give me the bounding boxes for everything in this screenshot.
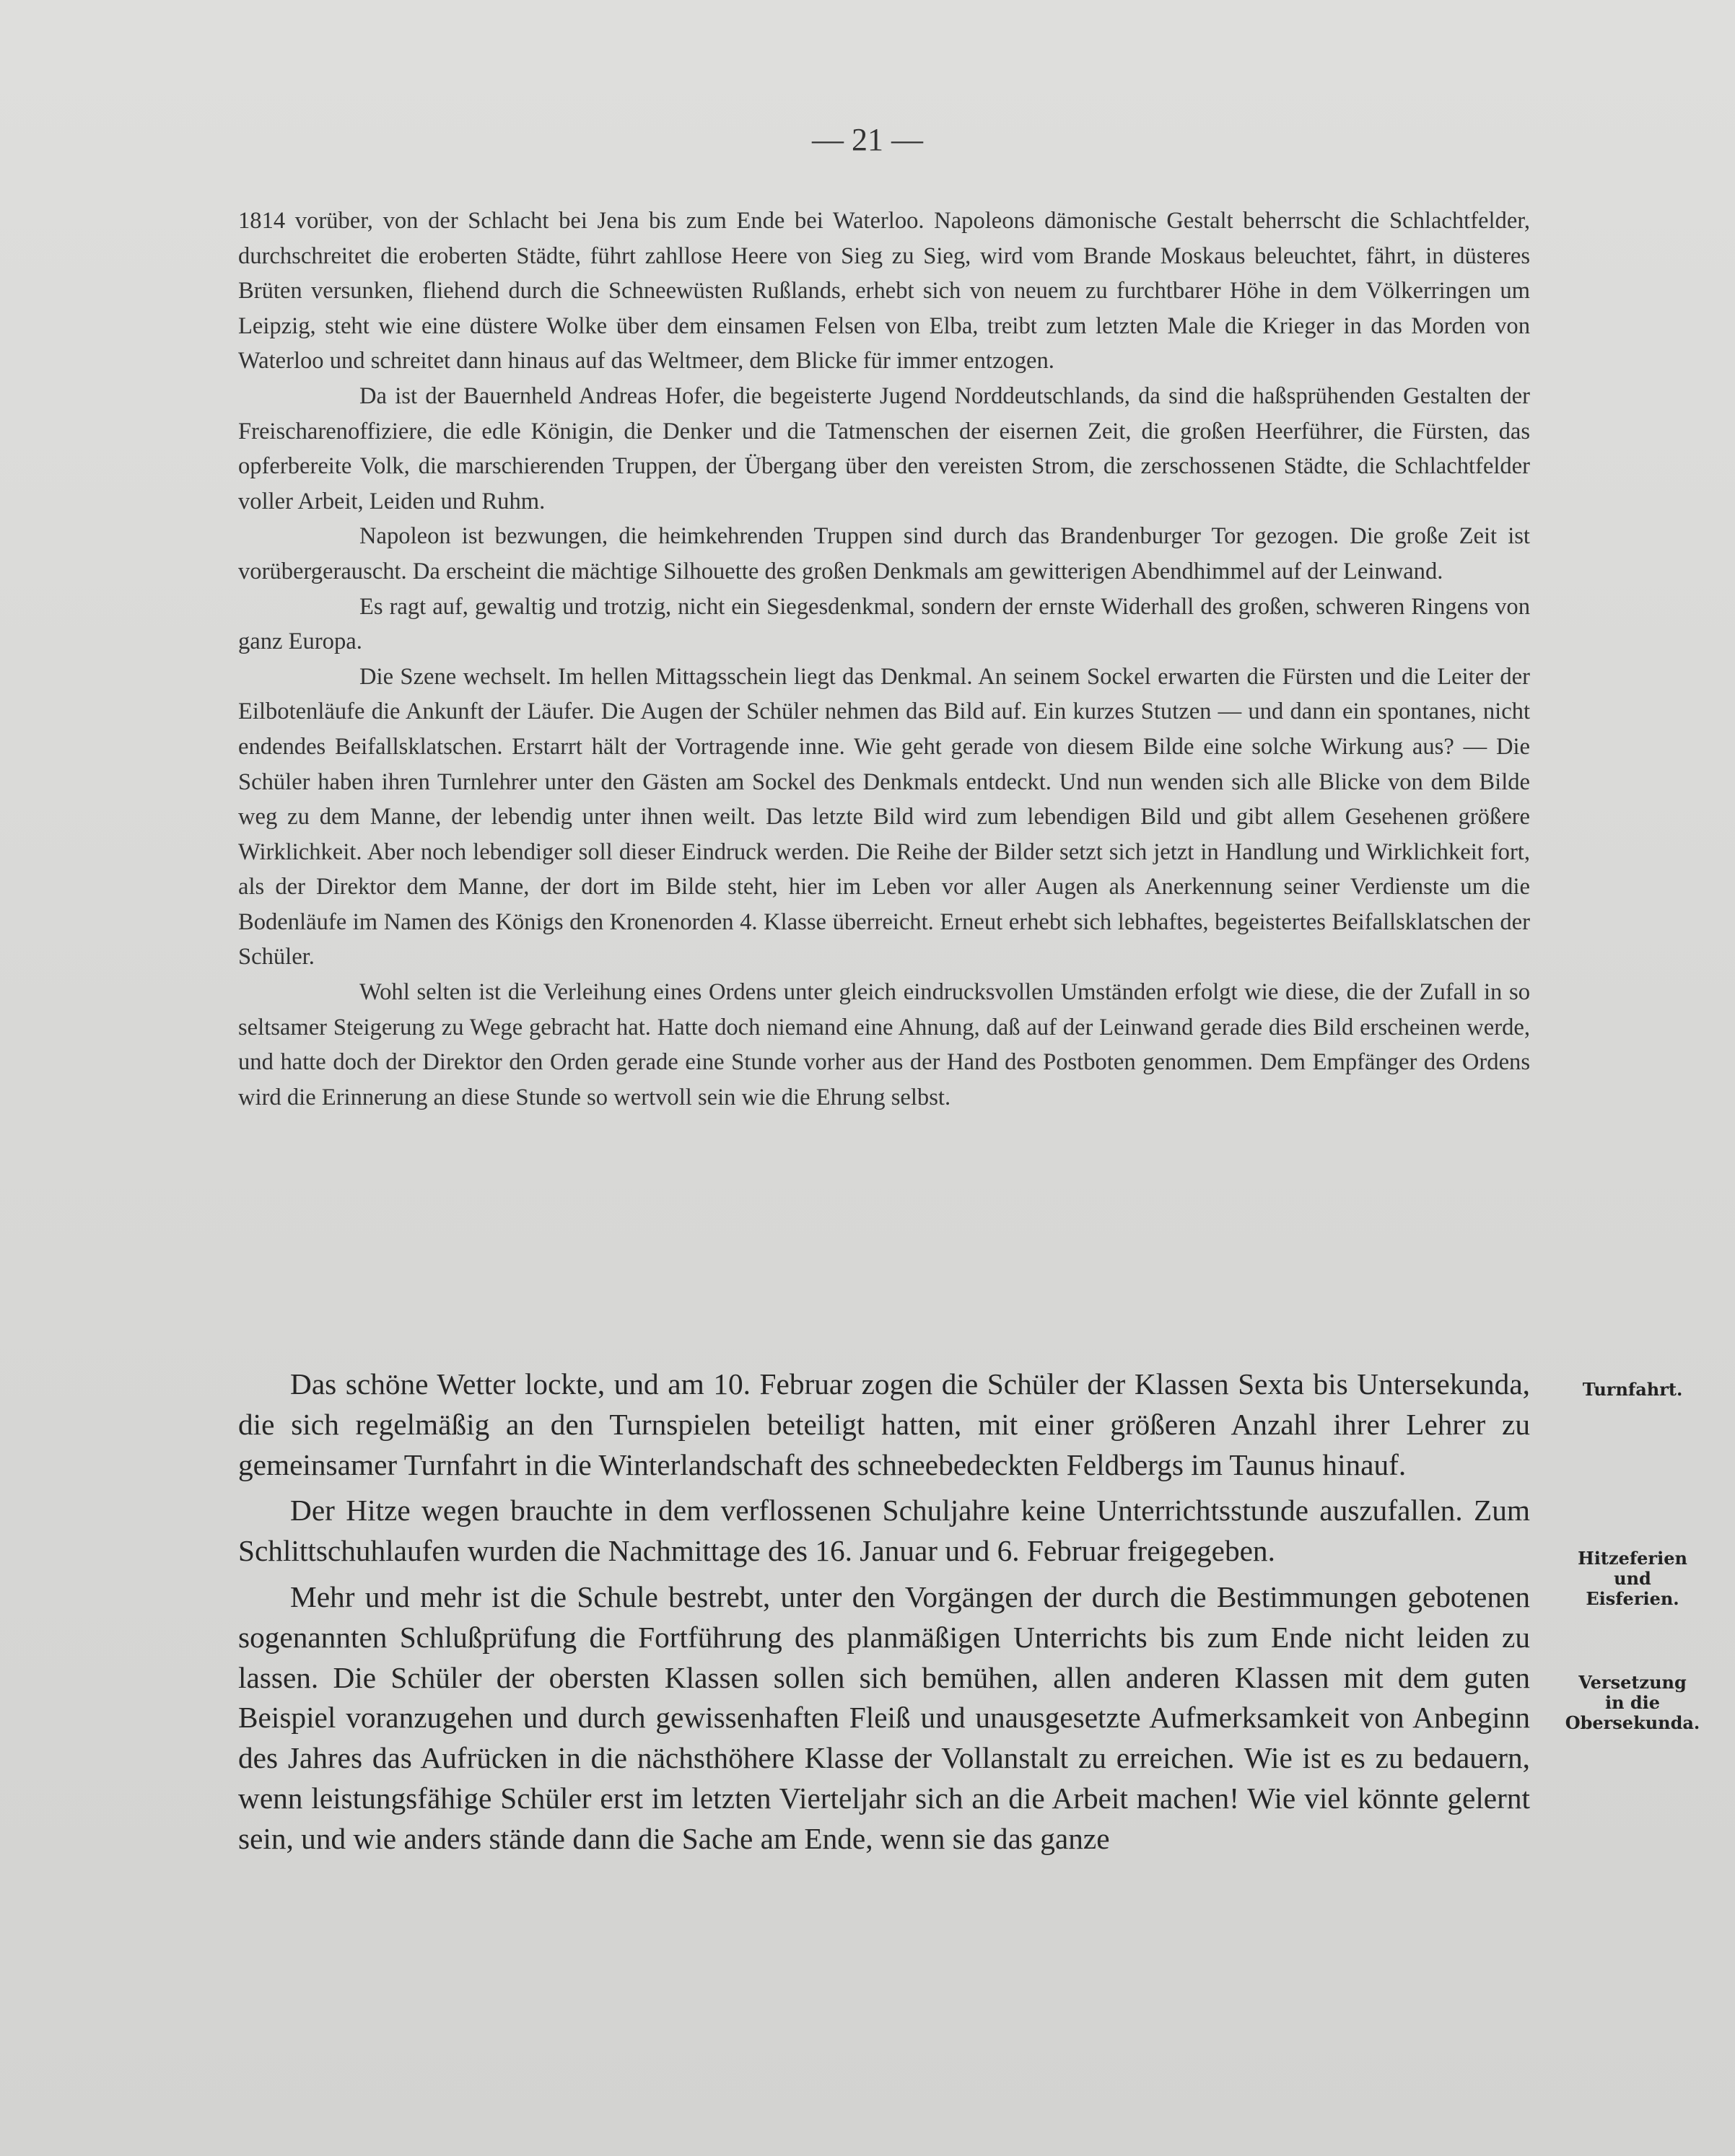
paragraph: Die Szene wechselt. Im hellen Mittagsschein liegt das Denkmal. An seinem Sockel erwarten die Fürsten und die Leiter der Eilbotenläufe die Ankunft der Läufer. Die Augen der Schüler nehmen das Bild auf. Ein kurzes Stutzen — und dann ein spontanes, nicht endendes Beifallsklatschen. Erstarrt hält der Vortragende inne. Wie geht gerade von diesem Bilde eine solche Wirkung aus? — Die Schüler haben ihren Turnlehrer unter den Gästen am Sockel des Denkmals entdeckt. Und nun wenden sich alle Blicke von dem Bilde weg zu dem Manne, der lebendig unter ihnen weilt. Das letzte Bild wird zum lebendigen Bild und gibt allem Gesehenen größere Wirklichkeit. Aber noch lebendiger soll dieser Eindruck werden. Die Reihe der Bilder setzt sich jetzt in Handlung und Wirklichkeit fort, als der Direktor dem Manne, der dort im Bilde steht, hier im Leben vor aller Augen als Anerkennung seiner Verdienste um die Bodenläufe im Namen des Königs den Kronenorden 4. Klasse überreicht. Erneut erhebt sich lebhaftes, begeistertes Beifallsklatschen der Schüler.	[238, 663, 1530, 970]
margin-note-line: Turnfahrt.	[1582, 1379, 1683, 1400]
paragraph: Napoleon ist bezwungen, die heimkehrenden Truppen sind durch das Brandenburger Tor gezogen. Die große Zeit ist vorübergerauscht. Da erscheint die mächtige Silhouette des großen Denkmals am gewitterigen Abendhimmel auf der Leinwand.	[238, 523, 1530, 584]
margin-note-line: Versetzung	[1578, 1672, 1687, 1693]
page-number: — 21 —	[812, 122, 923, 157]
paragraph-hitzeferien: Der Hitze wegen brauchte in dem verflossenen Schuljahre keine Unterrichtsstunde auszufallen. Zum Schlittschuhlaufen wurden die Nachmittage des 16. Januar und 6. Februar freigegeben.	[238, 1494, 1530, 1568]
margin-note-hitzeferien	[1531, 1548, 1734, 1609]
paragraph: 1814 vorüber, von der Schlacht bei Jena bis zum Ende bei Waterloo. Napoleons dämonische Gestalt beherrscht die Schlachtfelder, durchschreitet die eroberten Städte, führt zahllose Heere von Sieg zu Sieg, wird vom Brande Moskaus beleuchtet, fährt, in düsteres Brüten versunken, fliehend durch die Schneewüsten Rußlands, erhebt sich von neuem zu furchtbarer Höhe in dem Völkerringen um Leipzig, steht wie eine düstere Wolke über dem einsamen Felsen von Elba, treibt zum letzten Male die Krieger in das Morden von Waterloo und schreitet dann hinaus auf das Weltmeer, dem Blicke für immer entzogen.	[238, 208, 1530, 374]
margin-note-line: Eisferien.	[1586, 1588, 1679, 1609]
margin-note-line: Obersekunda.	[1565, 1712, 1700, 1733]
body-text-large	[238, 1364, 1530, 1859]
margin-note-turnfahrt	[1531, 1380, 1734, 1400]
margin-note-line: und	[1614, 1568, 1651, 1589]
paragraph-versetzung: Mehr und mehr ist die Schule bestrebt, unter den Vorgängen der durch die Bestimmungen gebotenen sogenannten Schlußprüfung die Fortführung des planmäßigen Unterrichts bis zum Ende nicht leiden zu lassen. Die Schüler der obersten Klassen sollen sich bemühen, allen anderen Klassen mit dem guten Beispiel voranzugehen und durch gewissenhaften Fleiß und unausgesetzte Aufmerksamkeit von Anbeginn des Jahres das Aufrücken in die nächsthöhere Klasse der Vollanstalt zu erreichen. Wie ist es zu bedauern, wenn leistungsfähige Schüler erst im letzten Vierteljahr sich an die Arbeit machen! Wie viel könnte gelernt sein, und wie anders stände dann die Sache am Ende, wenn sie das ganze	[238, 1579, 1530, 1855]
paragraph: Wohl selten ist die Verleihung eines Ordens unter gleich eindrucksvollen Umständen erfolgt wie diese, die der Zufall in so seltsamer Steigerung zu Wege gebracht hat. Hatte doch niemand eine Ahnung, daß auf der Leinwand gerade dies Bild erscheinen werde, und hatte doch der Direktor den Orden gerade eine Stunde vorher aus der Hand des Postboten genommen. Dem Empfänger des Ordens wird die Erinnerung an diese Stunde so wertvoll sein wie die Ehrung selbst.	[238, 979, 1530, 1110]
margin-note-line: in die	[1604, 1692, 1661, 1713]
margin-note-line: Hitzeferien	[1578, 1548, 1687, 1569]
paragraph: Da ist der Bauernheld Andreas Hofer, die begeisterte Jugend Norddeutschlands, da sind die haßsprühenden Gestalten der Freischarenoffiziere, die edle Königin, die Denker und die Tatmenschen der eisernen Zeit, die großen Heerführer, die Fürsten, das opferbereite Volk, die marschierenden Truppen, der Übergang über den vereisten Strom, die zerschossenen Städte, die Schlachtfelder voller Arbeit, Leiden und Ruhm.	[238, 382, 1530, 514]
paragraph-turnfahrt: Das schöne Wetter lockte, und am 10. Februar zogen die Schüler der Klassen Sexta bis Untersekunda, die sich regelmäßig an den Turnspielen beteiligt hatten, mit einer größeren Anzahl ihrer Lehrer zu gemeinsamer Turnfahrt in die Winterlandschaft des schneebedeckten Feldbergs im Taunus hinauf.	[238, 1367, 1530, 1481]
margin-note-versetzung	[1531, 1673, 1734, 1733]
paragraph: Es ragt auf, gewaltig und trotzig, nicht ein Siegesdenkmal, sondern der ernste Widerhall des großen, schweren Ringens von ganz Europa.	[238, 593, 1530, 655]
body-text-small	[238, 203, 1530, 1115]
